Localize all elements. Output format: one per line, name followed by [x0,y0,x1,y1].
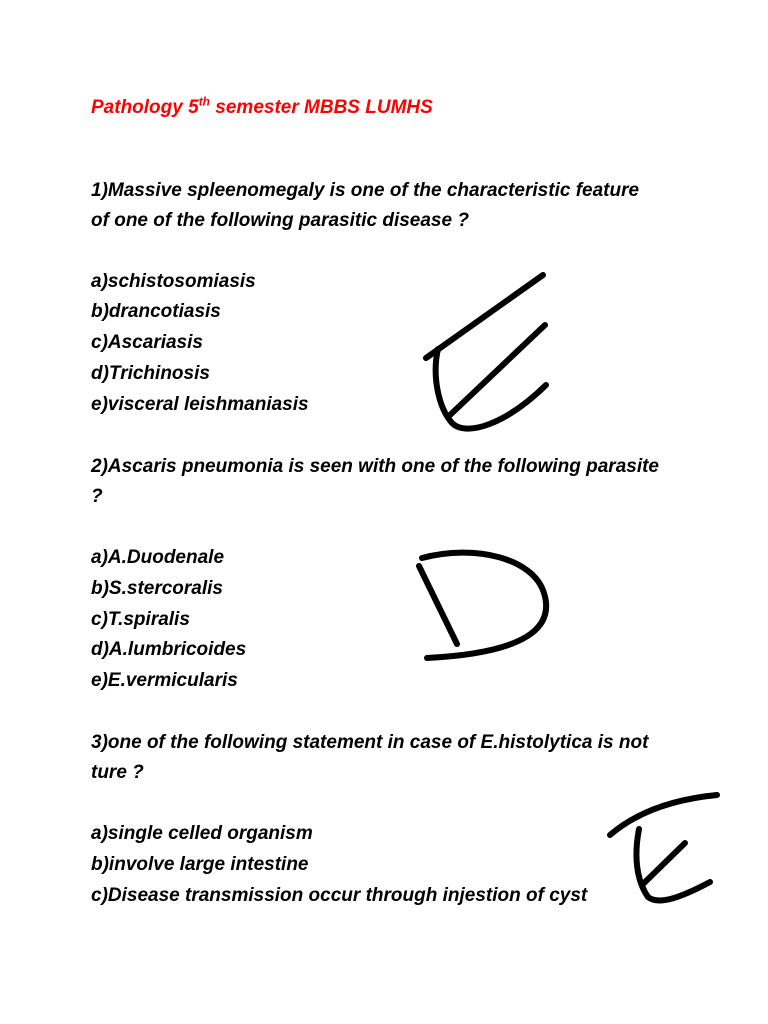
question-1-option-a: a)schistosomiasis [91,271,256,292]
question-2-option-a: a)A.Duodenale [91,547,225,568]
question-1-option-b: b)drancotiasis [91,301,221,322]
question-2-option-e: e)E.vermicularis [91,670,238,691]
question-3-option-b: b)involve large intestine [91,854,309,875]
question-3-stem-line-2: ture ? [91,762,144,783]
question-2-option-c: c)T.spiralis [91,609,190,630]
question-2-option-b: b)S.stercoralis [91,578,223,599]
question-1-option-d: d)Trichinosis [91,363,210,384]
question-1-stem-line-1: 1)Massive spleenomegaly is one of the characteristic feature [91,180,640,201]
question-3-option-a: a)single celled organism [91,823,313,844]
title-prefix: Pathology 5 [91,97,199,118]
document-title [91,96,433,120]
question-2-stem-line-1: 2)Ascaris pneumonia is seen with one of the following parasite [91,456,659,477]
question-3-stem-line-1: 3)one of the following statement in case of E.histolytica is not [91,732,649,753]
handwritten-answer-3-mark [600,785,730,915]
question-1-option-e: e)visceral leishmaniasis [91,394,309,415]
handwritten-answer-1-mark [410,265,570,445]
question-3-option-c: c)Disease transmission occur through injestion of cyst [91,885,588,906]
question-2-option-d: d)A.lumbricoides [91,639,247,660]
title-suffix: semester MBBS LUMHS [210,97,433,118]
question-2-stem-line-2: ? [91,486,103,507]
handwritten-answer-2-mark [405,538,565,678]
question-1-stem-line-2: of one of the following parasitic disease ? [91,210,469,231]
question-1-option-c: c)Ascariasis [91,332,203,353]
title-superscript: th [198,94,211,109]
